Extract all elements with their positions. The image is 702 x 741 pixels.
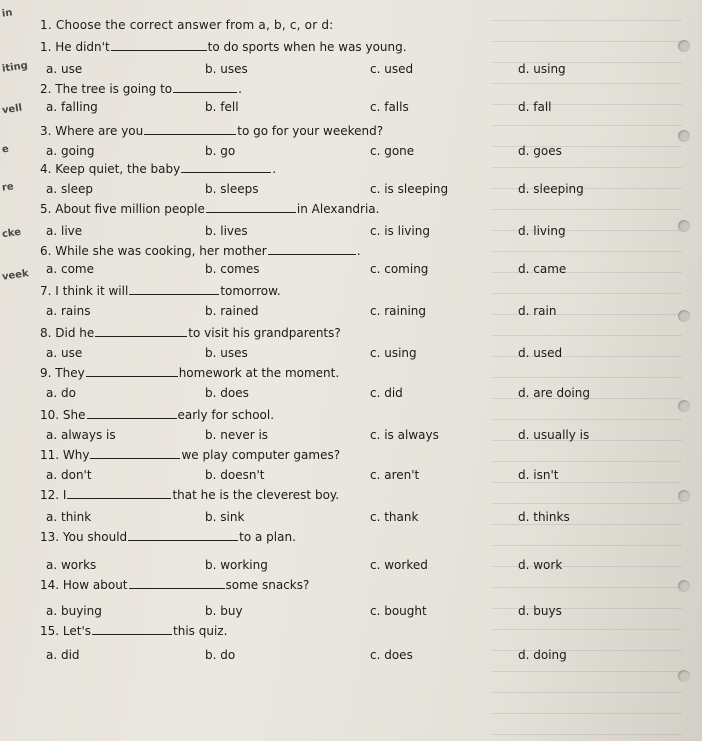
option-d[interactable]: d. fall xyxy=(518,100,552,114)
margin-note: iting xyxy=(1,60,29,75)
question-14 xyxy=(40,578,309,592)
option-b[interactable]: b. does xyxy=(205,386,249,400)
question-stem: 11. Why xyxy=(40,448,90,462)
question-2 xyxy=(40,82,242,96)
option-b[interactable]: b. sleeps xyxy=(205,182,259,196)
answer-blank[interactable] xyxy=(268,253,356,255)
option-b[interactable]: b. never is xyxy=(205,428,269,442)
question-stem: 12. I xyxy=(40,488,67,502)
option-c[interactable]: c. is living xyxy=(370,224,430,238)
margin-note: cke xyxy=(1,226,22,241)
option-c[interactable]: c. using xyxy=(370,346,417,360)
option-c[interactable]: c. did xyxy=(370,386,403,400)
question-stem: 8. Did he xyxy=(40,326,95,340)
answer-blank[interactable] xyxy=(206,211,296,213)
option-d[interactable]: d. using xyxy=(518,62,566,76)
margin-note: in xyxy=(1,7,14,20)
question-stem: 14. How about xyxy=(40,578,128,592)
question-9 xyxy=(40,366,339,380)
question-3 xyxy=(40,124,383,138)
option-b[interactable]: b. uses xyxy=(205,62,248,76)
question-stem: 6. While she was cooking, her mother xyxy=(40,244,267,258)
question-stem: 13. You should xyxy=(40,530,128,544)
option-d[interactable]: d. came xyxy=(518,262,567,276)
answer-blank[interactable] xyxy=(128,539,238,541)
answer-blank[interactable] xyxy=(95,335,187,337)
option-d[interactable]: d. goes xyxy=(518,144,562,158)
option-d[interactable]: d. buys xyxy=(518,604,562,618)
question-11 xyxy=(40,448,340,462)
option-a[interactable]: a. think xyxy=(46,510,92,524)
option-b[interactable]: b. sink xyxy=(205,510,245,524)
margin-note: e xyxy=(1,143,10,156)
option-b[interactable]: b. go xyxy=(205,144,236,158)
question-ending: early for school. xyxy=(177,408,275,422)
margin-note: vell xyxy=(1,102,23,117)
question-ending: . xyxy=(356,244,361,258)
option-d[interactable]: d. sleeping xyxy=(518,182,584,196)
question-ending: some snacks? xyxy=(225,578,310,592)
option-a[interactable]: a. going xyxy=(46,144,95,158)
option-c[interactable]: c. worked xyxy=(370,558,428,572)
option-a[interactable]: a. falling xyxy=(46,100,98,114)
answer-blank[interactable] xyxy=(87,417,177,419)
option-b[interactable]: b. buy xyxy=(205,604,243,618)
option-a[interactable]: a. use xyxy=(46,346,83,360)
question-ending: this quiz. xyxy=(173,624,228,638)
question-ending: . xyxy=(272,162,277,176)
option-c[interactable]: c. used xyxy=(370,62,414,76)
option-a[interactable]: a. buying xyxy=(46,604,102,618)
option-c[interactable]: c. is always xyxy=(370,428,439,442)
option-c[interactable]: c. aren't xyxy=(370,468,420,482)
question-12 xyxy=(40,488,339,502)
option-a[interactable]: a. always is xyxy=(46,428,116,442)
answer-blank[interactable] xyxy=(144,133,236,135)
question-10 xyxy=(40,408,274,422)
option-b[interactable]: b. working xyxy=(205,558,268,572)
binder-holes xyxy=(674,0,696,741)
margin-note: veek xyxy=(1,268,30,283)
question-ending: to a plan. xyxy=(239,530,296,544)
question-stem: 9. They xyxy=(40,366,85,380)
answer-blank[interactable] xyxy=(181,171,271,173)
question-ending: tomorrow. xyxy=(220,284,281,298)
option-a[interactable]: a. sleep xyxy=(46,182,93,196)
option-d[interactable]: d. rain xyxy=(518,304,557,318)
option-a[interactable]: a. do xyxy=(46,386,76,400)
question-4 xyxy=(40,162,276,176)
option-a[interactable]: a. did xyxy=(46,648,80,662)
option-c[interactable]: c. thank xyxy=(370,510,419,524)
option-d[interactable]: d. living xyxy=(518,224,566,238)
option-a[interactable]: a. works xyxy=(46,558,97,572)
option-b[interactable]: b. doesn't xyxy=(205,468,265,482)
question-stem: 1. He didn't xyxy=(40,40,110,54)
option-c[interactable]: c. raining xyxy=(370,304,427,318)
answer-blank[interactable] xyxy=(173,91,237,93)
option-b[interactable]: b. fell xyxy=(205,100,239,114)
question-ending: to visit his grandparents? xyxy=(188,326,341,340)
option-b[interactable]: b. comes xyxy=(205,262,260,276)
option-b[interactable]: b. do xyxy=(205,648,236,662)
answer-blank[interactable] xyxy=(92,633,172,635)
question-stem: 15. Let's xyxy=(40,624,92,638)
option-c[interactable]: c. coming xyxy=(370,262,429,276)
answer-blank[interactable] xyxy=(90,457,180,459)
option-c[interactable]: c. does xyxy=(370,648,413,662)
option-d[interactable]: d. isn't xyxy=(518,468,559,482)
answer-blank[interactable] xyxy=(67,497,171,499)
option-d[interactable]: d. work xyxy=(518,558,563,572)
question-13 xyxy=(40,530,296,544)
option-d[interactable]: d. doing xyxy=(518,648,567,662)
question-stem: 3. Where are you xyxy=(40,124,144,138)
option-d[interactable]: d. usually is xyxy=(518,428,590,442)
answer-blank[interactable] xyxy=(86,375,178,377)
answer-blank[interactable] xyxy=(129,293,219,295)
question-5 xyxy=(40,202,379,216)
option-d[interactable]: d. are doing xyxy=(518,386,590,400)
option-c[interactable]: c. is sleeping xyxy=(370,182,449,196)
option-c[interactable]: c. bought xyxy=(370,604,427,618)
question-ending: in Alexandria. xyxy=(296,202,380,216)
question-8 xyxy=(40,326,341,340)
option-c[interactable]: c. gone xyxy=(370,144,415,158)
option-a[interactable]: a. live xyxy=(46,224,83,238)
option-b[interactable]: b. lives xyxy=(205,224,248,238)
question-ending: that he is the cleverest boy. xyxy=(172,488,340,502)
option-a[interactable]: a. come xyxy=(46,262,94,276)
question-stem: 4. Keep quiet, the baby xyxy=(40,162,181,176)
option-b[interactable]: b. uses xyxy=(205,346,248,360)
answer-blank[interactable] xyxy=(129,587,225,589)
question-7 xyxy=(40,284,281,298)
question-15 xyxy=(40,624,227,638)
question-stem: 2. The tree is going to xyxy=(40,82,173,96)
question-ending: . xyxy=(238,82,242,96)
question-6 xyxy=(40,244,361,258)
question-ending: homework at the moment. xyxy=(178,366,340,380)
question-stem: 7. I think it will xyxy=(40,284,129,298)
option-d[interactable]: d. thinks xyxy=(518,510,570,524)
question-ending: we play computer games? xyxy=(181,448,341,462)
question-ending: to do sports when he was young. xyxy=(207,40,407,54)
answer-blank[interactable] xyxy=(111,49,207,51)
option-d[interactable]: d. used xyxy=(518,346,563,360)
option-a[interactable]: a. don't xyxy=(46,468,92,482)
option-b[interactable]: b. rained xyxy=(205,304,259,318)
instructions-heading: 1. Choose the correct answer from a, b, c, or d: xyxy=(40,18,334,32)
question-stem: 5. About five million people xyxy=(40,202,205,216)
option-c[interactable]: c. falls xyxy=(370,100,409,114)
question-stem: 10. She xyxy=(40,408,86,422)
question-ending: to go for your weekend? xyxy=(237,124,384,138)
margin-note: re xyxy=(1,181,15,194)
option-a[interactable]: a. rains xyxy=(46,304,91,318)
question-1 xyxy=(40,40,407,54)
option-a[interactable]: a. use xyxy=(46,62,83,76)
